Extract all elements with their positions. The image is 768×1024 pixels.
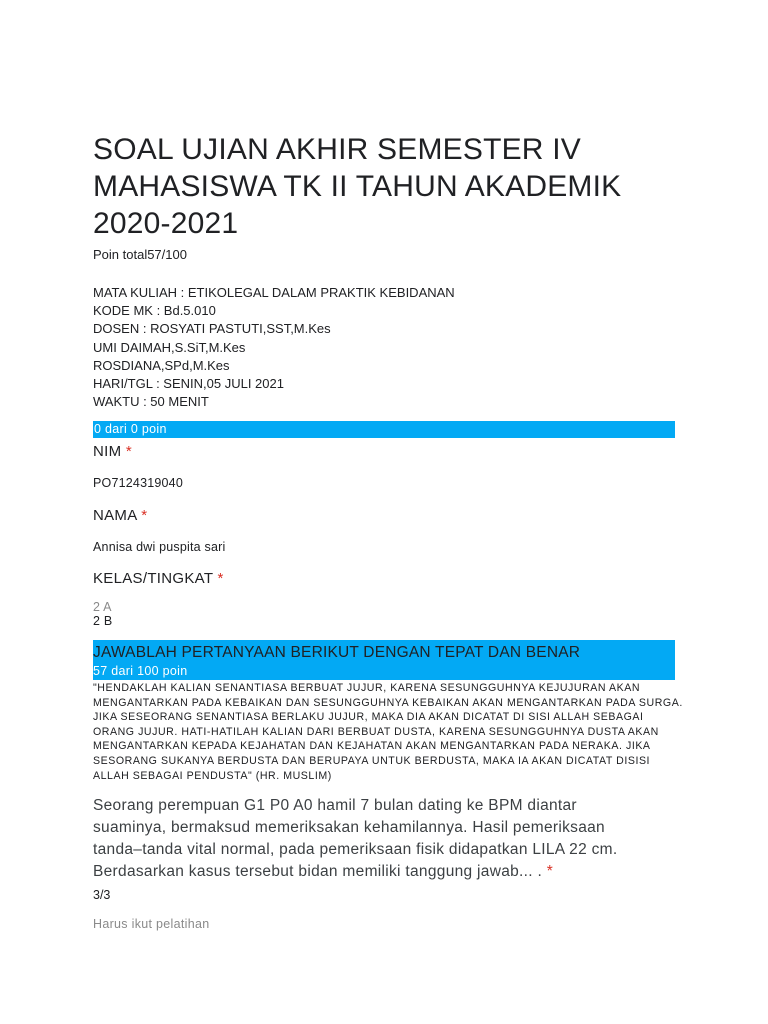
question-label: KELAS/TINGKAT [93,570,214,587]
option-2b[interactable]: 2 B [93,614,113,628]
hadith-quote: "HENDAKLAH KALIAN SENANTIASA BERBUAT JUJUR, KARENA SESUNGGUHNYA KEJUJURAN AKAN MENGANTARKAN PADA KEBAIKAN DAN SESUNGGUHNYA KEBAIKAN AKAN MENGANTARKAN PADA SURGA. JIKA SESEORANG SENANTIASA BERLAKU JUJUR, MAKA DIA AKAN DICATAT DI SISI ALLAH SEBAGAI ORANG JUJUR. HATI-HATILAH KALIAN DARI BERBUAT DUSTA, KARENA SESUNGGUHNYA DUSTA AKAN MENGANTARKAN KEPADA KEJAHATAN DAN KEJAHATAN AKAN MENGANTARKAN PADA NERAKA. JIKA SESORANG SUKANYA BERDUSTA DAN BERUPAYA UNTUK BERDUSTA, MAKA IA AKAN DICATAT DISISI ALLAH SEBAGAI PENDUSTA" (HR. MUSLIM) [93,682,683,782]
answer-nama: Annisa dwi puspita sari [93,540,226,554]
info-line: DOSEN : ROSYATI PASTUTI,SST,M.Kes [93,321,331,337]
required-mark: * [125,443,133,460]
required-mark: * [217,570,224,587]
question-label: NAMA [93,507,137,524]
section-title: JAWABLAH PERTANYAAN BERIKUT DENGAN TEPAT DAN BENAR [93,644,581,661]
selected-answer: Harus ikut pelatihan [93,917,210,931]
title-line: SOAL UJIAN AKHIR SEMESTER IV [93,133,581,166]
option-2a[interactable]: 2 A [93,600,112,614]
total-points-label: Poin total [93,247,148,262]
question-nim [93,443,132,461]
info-line: WAKTU : 50 MENIT [93,394,209,410]
course-info [93,284,455,411]
section-points: 57 dari 100 poin [93,664,188,678]
question-nama [93,507,147,525]
required-mark: * [141,507,148,524]
question-kelas [93,570,224,588]
info-line: HARI/TGL : SENIN,05 JULI 2021 [93,376,284,392]
answer-nim: PO7124319040 [93,476,183,490]
case-question [93,795,653,883]
info-line: MATA KULIAH : ETIKOLEGAL DALAM PRAKTIK KEBIDANAN [93,285,455,300]
title-line: MAHASISWA TK II TAHUN AKADEMIK [93,170,622,203]
section-header-1 [93,421,675,438]
form-title [93,131,675,242]
question-label: NIM [93,443,122,460]
info-line: ROSDIANA,SPd,M.Kes [93,357,230,373]
question-score: 3/3 [93,888,111,902]
info-line: KODE MK : Bd.5.010 [93,303,216,319]
title-line: 2020-2021 [93,207,239,240]
question-text: Seorang perempuan G1 P0 A0 hamil 7 bulan dating ke BPM diantar suaminya, bermaksud memeriksakan kehamilannya. Hasil pemeriksaan tanda–tanda vital normal, pada pemeriksaan fisik didapatkan LILA 22 cm. Berdasarkan kasus tersebut bidan memiliki tanggung jawab... . [93,797,618,880]
required-mark: * [546,863,554,880]
info-line: UMI DAIMAH,S.SiT,M.Kes [93,339,246,355]
total-points [93,247,187,263]
section-points: 0 dari 0 poin [94,422,167,436]
total-points-value: 57/100 [147,247,187,262]
section-header-2 [93,640,675,680]
